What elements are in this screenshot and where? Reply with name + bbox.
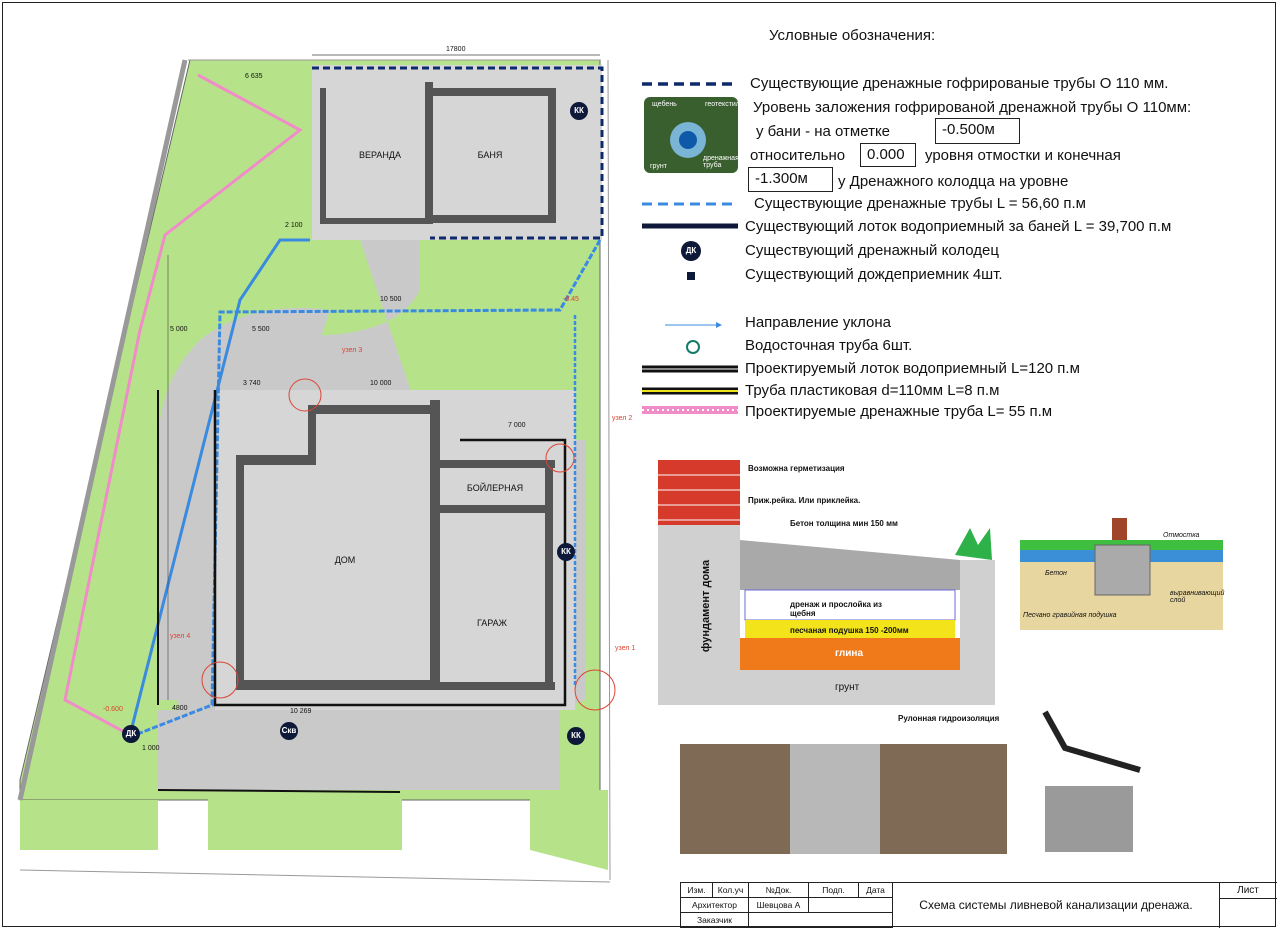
legend-sample-rain-inlet (687, 272, 695, 280)
dim-4800: 4800 (172, 705, 188, 712)
mini-section-drain (1112, 518, 1127, 540)
legend-relative: относительно (750, 147, 846, 164)
fence-bottom (20, 870, 610, 882)
membrane-shape (1045, 712, 1140, 770)
section-label-drain: дренаж и прослойка из щебня (790, 600, 883, 618)
section-label-ground: грунт (835, 682, 860, 693)
dim-neg045: -0.45 (563, 296, 579, 303)
section-foundation (658, 525, 740, 705)
legend-downpipe: Водосточная труба 6шт. (745, 337, 913, 354)
badge-kk-right: КК (557, 543, 575, 561)
dim-5000: 5 000 (170, 326, 188, 333)
lawn-lower-right (530, 790, 608, 870)
tb-ndok: №Док. (749, 883, 809, 898)
legend-projected-drain: Проектируемые дренажные труба L= 55 п.м (745, 403, 1053, 420)
room-veranda: ВЕРАНДА (358, 150, 401, 160)
legend-projected-tray: Проектируемый лоток водоприемный L=120 п.м (745, 360, 1080, 377)
legend-slope: Направление уклона (745, 314, 891, 331)
tb-client-name (749, 913, 893, 928)
tb-title: Схема системы ливневой канализации дренажа. (893, 883, 1220, 928)
section-label-waterproof: Рулонная гидроизоляция (898, 714, 1000, 723)
dim-10500: 10 500 (380, 296, 402, 303)
legend-tray: Существующий лоток водоприемный за баней L = 39,700 п.м (745, 218, 1172, 235)
mini-label-layer: выравнивающий слой (1170, 590, 1225, 604)
tb-podp: Подп. (809, 883, 859, 898)
tb-arch-sign (809, 898, 893, 913)
dim-7000: 7 000 (508, 422, 526, 429)
badge-dk-plan: ДК (122, 725, 140, 743)
room-garage: ГАРАЖ (477, 618, 507, 628)
dim-top: 17800 (446, 46, 466, 53)
badge-kk-bottom: КК (567, 727, 585, 745)
tb-sheet: Лист (1219, 883, 1277, 899)
node-label-1: узел 1 (615, 645, 636, 652)
dim-neg0600: -0.600 (103, 706, 123, 713)
lawn-lower-left (20, 800, 158, 850)
badge-skv: Скв (280, 722, 298, 740)
legend-final-level: -1.300м (748, 167, 833, 192)
mesh-photo (1045, 786, 1133, 852)
dim-2100: 2 100 (285, 222, 303, 229)
tb-arch-name: Шевцова А (749, 898, 809, 913)
section-concrete (740, 540, 960, 590)
section-label-sand: песчаная подушка 150 -200мм (790, 626, 909, 635)
pipe-label-geotextile: геотекстиль (705, 101, 744, 108)
mini-section-concrete (1095, 545, 1150, 595)
tb-kol: Кол.уч (713, 883, 749, 898)
legend-rain-inlet: Существующий дождеприемник 4шт. (745, 266, 1003, 283)
tb-izm: Изм. (681, 883, 713, 898)
section-label-concrete: Бетон толщина мин 150 мм (790, 519, 898, 528)
legend-drain-pipes: Существующие дренажные трубы L = 56,60 п.м (754, 195, 1086, 212)
dim-3740: 3 740 (243, 380, 261, 387)
legend-corrugated: Существующие дренажные гофрированые трубы О 110 мм. (750, 75, 1169, 92)
title-block (680, 882, 1277, 928)
legend-relative-tail: уровня отмостки и конечная (925, 147, 1121, 164)
pipe-label-pipe: дренажная труба (703, 155, 739, 169)
dim-6635: 6 635 (245, 73, 263, 80)
room-boiler: БОЙЛЕРНАЯ (466, 483, 524, 493)
section-ground-right (960, 560, 995, 670)
section-label-rail: Приж.рейка. Или приклейка. (748, 496, 861, 505)
room-house: ДОМ (334, 555, 356, 565)
legend-sample-downpipe (687, 341, 699, 353)
tb-client-label: Заказчик (681, 913, 749, 928)
dim-10269: 10 269 (290, 708, 312, 715)
fence-right (608, 60, 610, 880)
legend-badge-dk: ДК (681, 241, 701, 261)
section-label-clay: глина (835, 648, 864, 659)
legend-final-tail: у Дренажного колодца на уровне (838, 173, 1069, 190)
legend-title: Условные обозначения: (769, 27, 936, 44)
paving-ring (215, 390, 575, 710)
legend-level-title: Уровень заложения гофрированой дренажной трубы О 110мм: (753, 99, 1192, 116)
trench-photo-grate (790, 744, 880, 854)
legend-relative-value: 0.000 (860, 143, 916, 167)
node-label-3: узел 3 (342, 347, 363, 354)
section-grass (955, 528, 992, 560)
section-label-foundation: фундамент дома (700, 559, 713, 653)
pipe-label-gravel: щебень (652, 101, 677, 108)
dim-1000: 1 000 (142, 745, 160, 752)
section-brick (658, 460, 740, 525)
room-banya: БАНЯ (477, 150, 503, 160)
section-label-sealing: Возможна герметизация (748, 464, 845, 473)
mini-label-otmostka: Отмостка (1163, 532, 1200, 539)
tb-data: Дата (859, 883, 893, 898)
section-ground (740, 670, 995, 705)
legend-banya-level: -0.500м (935, 118, 1020, 144)
dim-10000: 10 000 (370, 380, 392, 387)
legend-banya-at: у бани - на отметке (756, 123, 891, 140)
legend-plastic-pipe: Труба пластиковая d=110мм L=8 п.м (745, 382, 1000, 399)
badge-kk-top: КК (570, 102, 588, 120)
node-label-2: узел 2 (612, 415, 633, 422)
node-label-4: узел 4 (170, 633, 191, 640)
mini-label-beton: Бетон (1045, 570, 1067, 577)
mini-label-cushion: Песчано гравийная подушка (1023, 612, 1117, 619)
legend-well: Существующий дренажный колодец (745, 242, 999, 259)
paving-drive (158, 710, 558, 790)
pipe-label-soil: грунт (650, 163, 667, 170)
dim-5500: 5 500 (252, 326, 270, 333)
tb-arch-label: Архитектор (681, 898, 749, 913)
